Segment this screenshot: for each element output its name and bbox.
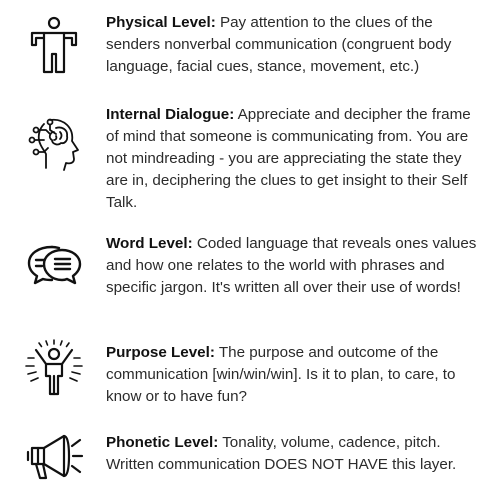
- level-title: Phonetic Level:: [106, 434, 219, 451]
- level-description: [106, 342, 486, 408]
- level-title: Word Level:: [106, 235, 193, 252]
- level-description: [106, 233, 486, 299]
- level-title: Internal Dialogue:: [106, 106, 235, 123]
- level-body: Appreciate and decipher the frame of mind that someone is communicating from. You are not mindreading - you are appreciating the state they are in, deciphering the clues to get insight to their Self Talk.: [106, 106, 471, 211]
- celebrating-person-icon: [22, 336, 86, 400]
- level-title: Physical Level:: [106, 14, 216, 31]
- level-body: Tonality, volume, cadence, pitch. Written communication DOES NOT HAVE this layer.: [106, 434, 457, 473]
- level-body: Pay attention to the clues of the senders nonverbal communication (congruent body language, facial cues, stance, movement, etc.): [106, 14, 452, 75]
- level-description: [106, 12, 486, 78]
- level-description: [106, 104, 486, 214]
- head-circuit-brain-icon: [22, 110, 86, 174]
- speech-bubbles-icon: [22, 233, 86, 297]
- level-body: Coded language that reveals ones values and how one relates to the world with phrases and specific jargon. It's written all over their use of words!: [106, 235, 477, 296]
- megaphone-icon: [22, 424, 86, 488]
- standing-person-icon: [22, 14, 86, 78]
- level-body: The purpose and outcome of the communication [win/win/win]. Is it to plan, to care, to know or to have fun?: [106, 344, 456, 405]
- level-description: [106, 432, 486, 476]
- level-title: Purpose Level:: [106, 344, 215, 361]
